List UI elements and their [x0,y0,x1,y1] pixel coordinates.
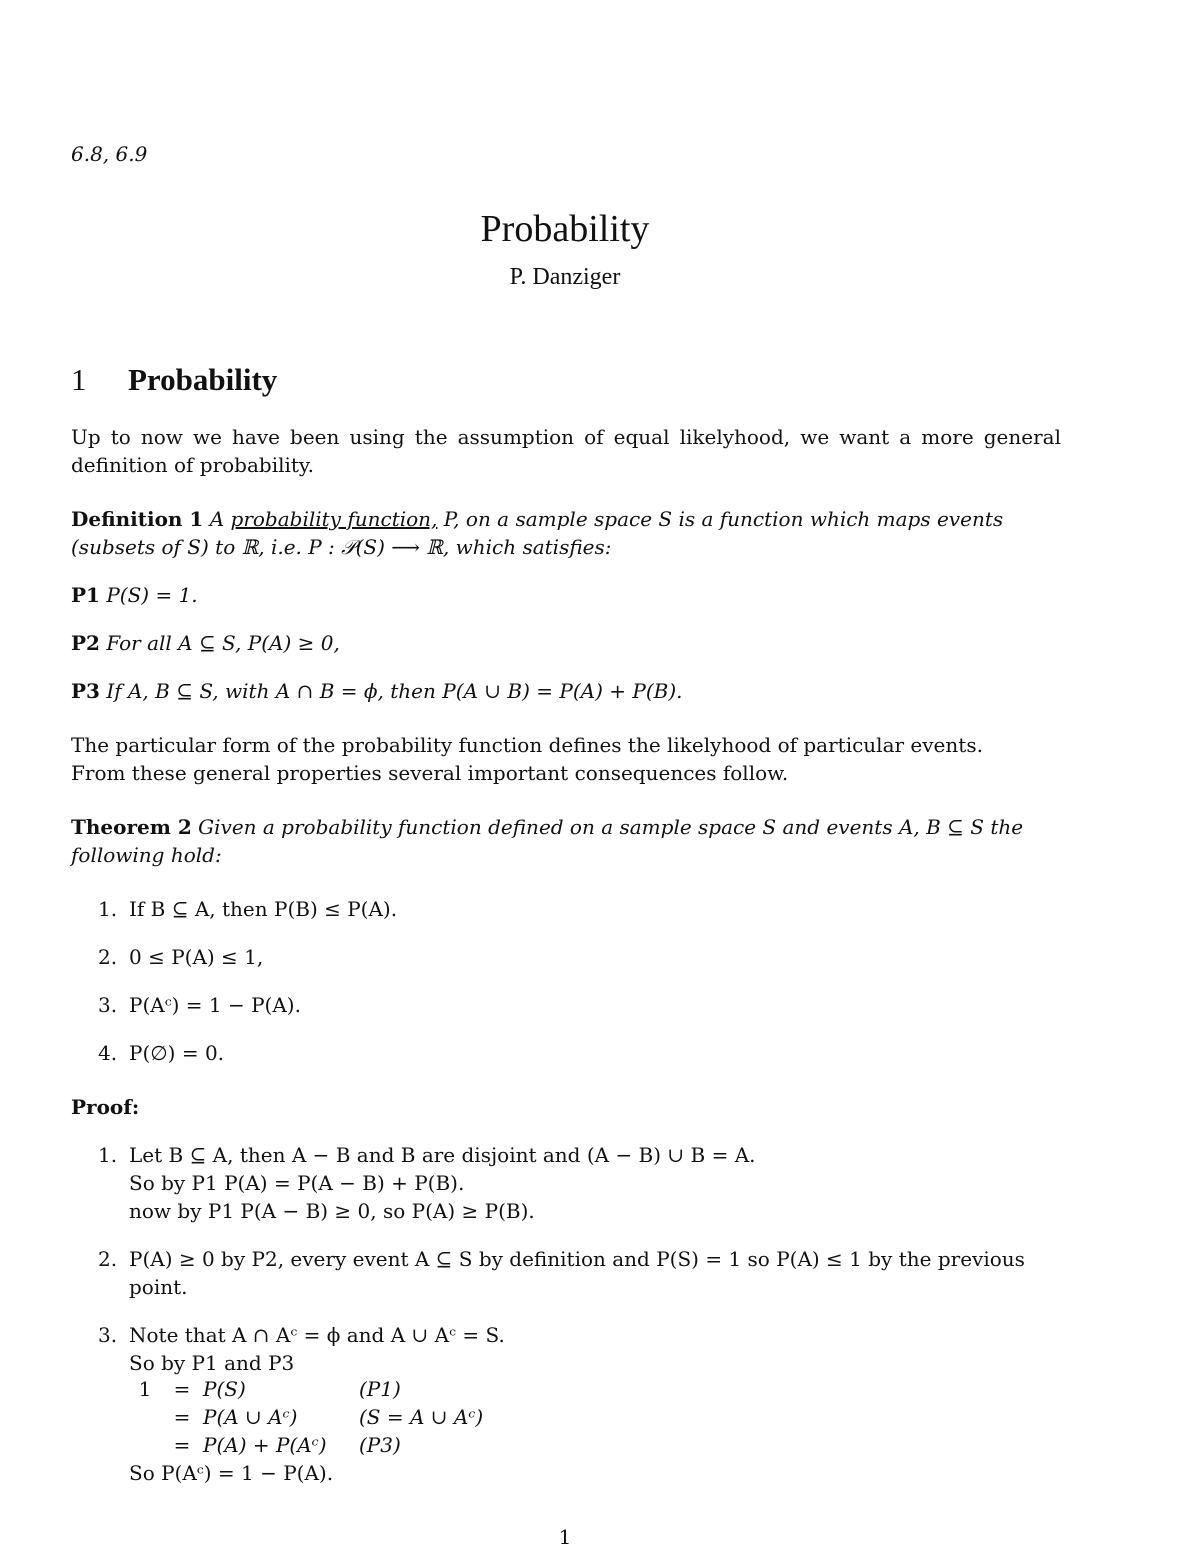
eq-reason: (S = A ∪ Aᶜ) [359,1405,484,1429]
theorem-item [98,991,301,1019]
proof-item-3 [98,1321,505,1349]
theorem-line-2: following hold: [71,843,222,867]
document-title: Probability [480,208,650,250]
property-label: P3 [71,679,100,703]
theorem-item [98,1039,224,1067]
item-number: 4. [98,1041,118,1065]
item-number: 1. [98,1143,118,1167]
property-text: P(S) = 1. [106,583,198,607]
item-text: 0 ≤ P(A) ≤ 1, [129,945,264,969]
paragraph-particular-form: The particular form of the probability function defines the likelyhood of particular events. [71,733,983,757]
item-text: P(Aᶜ) = 1 − P(A). [129,993,301,1017]
proof-line: Note that A ∩ Aᶜ = ϕ and A ∪ Aᶜ = S. [129,1323,505,1347]
theorem-item [98,943,263,971]
property-label: P2 [71,631,100,655]
eq-lhs [129,1431,167,1459]
theorem-item [98,895,397,923]
proof-line: So P(Aᶜ) = 1 − P(A). [129,1461,334,1485]
intro-paragraph: Up to now we have been using the assumption of equal likelyhood, we want a more general definition of probability. [71,425,1061,477]
section-title: Probability [128,362,278,397]
equation-row [129,1375,489,1403]
proof-line: now by P1 P(A − B) ≥ 0, so P(A) ≥ P(B). [129,1199,535,1223]
item-number: 2. [98,1247,118,1271]
eq-rhs: P(A ∪ Aᶜ) [203,1405,298,1429]
definition-pre: A [209,507,225,531]
proof-line: Let B ⊆ A, then A − B and B are disjoint and (A − B) ∪ B = A. [129,1143,756,1167]
course-section-header: 6.8, 6.9 [71,142,148,166]
definition-term: probability function, [230,507,438,531]
equation-row [129,1431,489,1459]
theorem-label: Theorem 2 [71,815,192,839]
property-p3 [71,677,682,705]
proof-item-1 [98,1141,756,1169]
equation-array [129,1375,489,1459]
proof-label: Proof: [71,1095,140,1119]
page-number: 1 [558,1525,572,1549]
eq-reason: (P1) [359,1377,401,1401]
eq-rhs: P(A) + P(Aᶜ) [203,1433,327,1457]
property-text: For all A ⊆ S, P(A) ≥ 0, [106,631,340,655]
eq-reason: (P3) [359,1433,401,1457]
definition-line-2: (subsets of S) to ℝ, i.e. P : 𝒫(S) ⟶ ℝ, which satisfies: [71,535,612,559]
document-author: P. Danziger [509,264,621,290]
eq-operator: = [173,1405,191,1429]
eq-lhs: 1 [138,1377,152,1401]
property-p1 [71,581,198,609]
eq-lhs [129,1403,167,1431]
section-heading [71,362,277,398]
item-number: 3. [98,993,118,1017]
paragraph-consequences: From these general properties several important consequences follow. [71,761,789,785]
proof-line: point. [129,1275,188,1299]
item-number: 1. [98,897,118,921]
item-number: 3. [98,1323,118,1347]
proof-line: P(A) ≥ 0 by P2, every event A ⊆ S by definition and P(S) = 1 so P(A) ≤ 1 by the previous [129,1247,1025,1271]
property-label: P1 [71,583,100,607]
property-p2 [71,629,340,657]
item-number: 2. [98,945,118,969]
theorem-line-1 [71,813,1023,841]
proof-line: So by P1 P(A) = P(A − B) + P(B). [129,1171,465,1195]
item-text: If B ⊆ A, then P(B) ≤ P(A). [129,897,398,921]
item-text: P(∅) = 0. [129,1041,225,1065]
section-number: 1 [71,362,87,397]
proof-line: So by P1 and P3 [129,1351,295,1375]
definition-line-1 [71,505,1003,533]
eq-operator: = [173,1433,191,1457]
definition-label: Definition 1 [71,507,204,531]
eq-rhs: P(S) [203,1377,246,1401]
equation-row [129,1403,489,1431]
proof-item-2 [98,1245,1025,1273]
property-text: If A, B ⊆ S, with A ∩ B = ϕ, then P(A ∪ B) = P(A) + P(B). [106,679,683,703]
eq-operator: = [173,1377,191,1401]
theorem-text: Given a probability function defined on a sample space S and events A, B ⊆ S the [198,815,1024,839]
definition-text: P, on a sample space S is a function which maps events [443,507,1004,531]
